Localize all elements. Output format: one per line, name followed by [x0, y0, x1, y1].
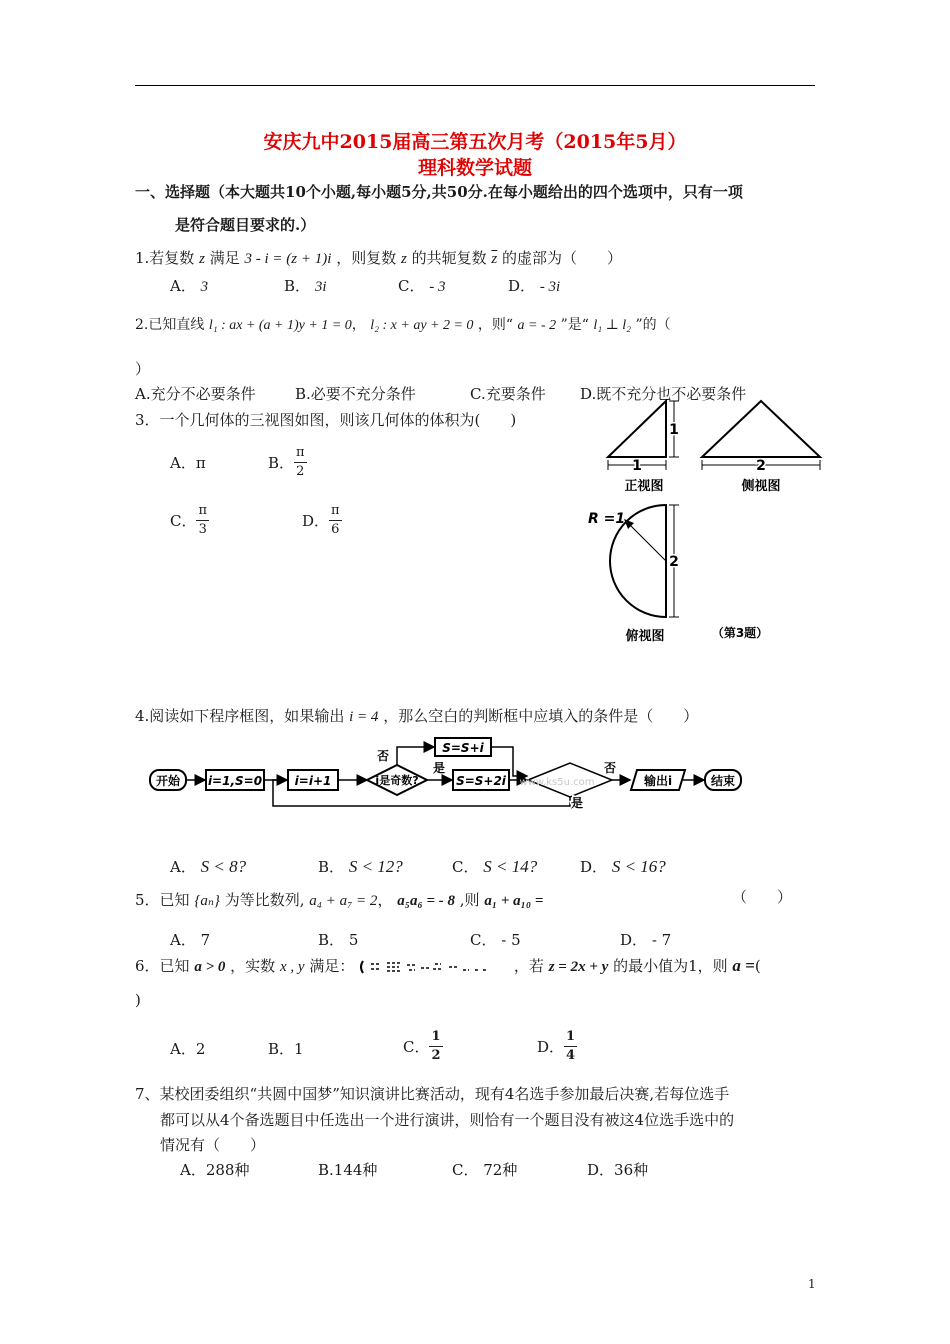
no-label: 否	[376, 749, 390, 763]
option-value: S < 14?	[483, 857, 538, 876]
section-heading-cont: 是符合题目要求的.）	[175, 216, 316, 234]
garbled-constraints-graphic	[359, 960, 509, 974]
q2-text-a: 2.已知直线	[135, 317, 205, 333]
q2-option-a[interactable]	[135, 383, 256, 404]
option-label: B.	[295, 385, 311, 403]
q2-close-paren: ）	[135, 360, 151, 378]
init-label: i=1,S=0	[207, 774, 263, 788]
option-label: B．	[268, 1040, 295, 1058]
q2-perp: l₁ ⊥ l₂	[593, 318, 632, 333]
option-label: A．	[170, 1040, 196, 1058]
denominator: 2	[296, 464, 305, 479]
q6-text-d: ，若	[513, 957, 544, 975]
q5-eq1: a₄ + a₇ = 2	[309, 893, 378, 909]
q6-text-c: 满足：	[309, 957, 355, 975]
question-7-line1: 7、某校团委组织“共圆中国梦”知识演讲比赛活动，现有4名选手参加最后决赛,若每位选手	[135, 1085, 730, 1103]
option-value: 必要不充分条件	[310, 385, 416, 403]
option-value: 1	[294, 1040, 304, 1058]
option-label: B.	[318, 1161, 334, 1179]
question-7-line2: 都可以从4个备选题目中任选出一个进行演讲，则恰有一个题目没有被这4位选手选中的	[160, 1111, 735, 1129]
q3-option-d[interactable]	[302, 502, 342, 539]
page-number: 1	[808, 1277, 816, 1291]
end-label: 结束	[710, 774, 736, 788]
watermark-text: www.ks5u.com	[519, 777, 595, 788]
option-value: - 3i	[539, 279, 561, 295]
option-value: 5	[348, 931, 359, 949]
q4-text-b: ，那么空白的判断框中应填入的条件是（ ）	[383, 707, 699, 725]
denominator: 2	[431, 1048, 441, 1063]
denominator: 6	[331, 522, 340, 537]
option-value: - 5	[501, 931, 521, 949]
option-label: B．	[284, 277, 311, 295]
q5-eq2: a₅a₆ = - 8	[397, 893, 455, 909]
q5-option-c[interactable]	[470, 929, 521, 950]
option-value: π	[195, 454, 206, 472]
q2-sep: ，	[351, 317, 366, 333]
q1-equation: 3 - i = (z + 1)i	[244, 251, 332, 267]
q1-option-a[interactable]	[170, 275, 208, 296]
numerator: π	[294, 444, 307, 463]
option-label: D．	[508, 277, 536, 295]
option-value: 144种	[333, 1161, 378, 1179]
even-update-label: S=S+2i	[456, 774, 506, 788]
option-label: A．	[170, 454, 196, 472]
option-fraction	[429, 1028, 442, 1065]
q4-option-b[interactable]	[318, 856, 403, 877]
option-value: - 3	[429, 279, 446, 295]
front-width-label: 1	[632, 458, 642, 474]
q1-text-c: ，则复数	[336, 249, 397, 267]
option-label: D．	[620, 931, 648, 949]
q2-option-b[interactable]	[295, 383, 416, 404]
option-fraction	[329, 502, 342, 539]
side-view-triangle	[702, 401, 820, 457]
option-label: C．	[452, 858, 479, 876]
q2-condition: a = - 2	[517, 318, 557, 333]
option-label: B．	[268, 454, 295, 472]
flow-arrow	[397, 747, 434, 765]
q6-text-b: ，实数	[230, 957, 276, 975]
q1-option-b[interactable]	[284, 275, 326, 296]
q1-text-e: 的虚部为（ ）	[502, 249, 623, 267]
option-label: C．	[170, 512, 197, 530]
increment-label: i=i+1	[294, 774, 332, 788]
q4-option-c[interactable]	[452, 856, 537, 877]
front-view-triangle	[608, 401, 666, 457]
numerator: 1	[564, 1028, 577, 1047]
option-fraction	[294, 444, 307, 481]
no-label-2: 否	[603, 761, 617, 775]
q1-option-c[interactable]	[398, 275, 446, 296]
question-4	[135, 705, 698, 726]
numerator: 1	[429, 1028, 442, 1047]
option-value: 充分不必要条件	[150, 385, 256, 403]
q7-option-d[interactable]	[587, 1159, 648, 1180]
q6-objective: z = 2x + y	[548, 959, 609, 975]
q2-line2: l₂ : x + ay + 2 = 0	[370, 318, 474, 333]
option-label: A．	[170, 858, 196, 876]
option-label: A．	[180, 1161, 206, 1179]
q5-sep: ，	[377, 891, 393, 909]
q1-zbar: $\overline{z}$	[491, 251, 498, 267]
q6-close-paren: )	[135, 991, 141, 1009]
q6-text-a: 6．已知	[135, 957, 190, 975]
option-value: - 7	[651, 931, 672, 949]
q1-text-a: 1.若复数	[135, 249, 195, 267]
q4-option-a[interactable]	[170, 856, 246, 877]
figure-caption: （第3题）	[711, 626, 769, 640]
q6-cond: a > 0	[194, 959, 226, 975]
question-7-line3: 情况有（ ）	[160, 1136, 266, 1154]
side-view-caption: 侧视图	[741, 479, 781, 494]
q2-option-c[interactable]	[470, 383, 546, 404]
option-value: 充要条件	[485, 385, 546, 403]
option-value: S < 8?	[200, 857, 247, 876]
option-label: C．	[398, 277, 425, 295]
q1-text-b: 满足	[209, 249, 240, 267]
program-flowchart	[145, 735, 745, 810]
numerator: π	[329, 502, 342, 521]
q4-text-a: 4.阅读如下程序框图，如果输出	[135, 707, 345, 725]
q5-sequence: {aₙ}	[194, 893, 220, 909]
option-fraction	[196, 502, 209, 539]
q5-text-b: 为等比数列,	[224, 891, 305, 909]
option-value: 2	[195, 1040, 206, 1058]
option-label: B．	[318, 931, 345, 949]
q2-text-b: ，则“	[477, 317, 514, 333]
q2-text-d: ”的（	[635, 317, 671, 333]
q1-text-d: 的共轭复数	[411, 249, 487, 267]
q5-option-b[interactable]	[318, 929, 358, 950]
question-3: 3．一个几何体的三视图如图，则该几何体的体积为( )	[135, 411, 517, 429]
option-value: 3	[200, 279, 209, 295]
denominator: 3	[198, 522, 207, 537]
q5-text-a: 5．已知	[135, 891, 190, 909]
q6-option-b[interactable]	[268, 1038, 304, 1059]
q5-option-a[interactable]	[170, 929, 210, 950]
question-5	[135, 889, 543, 910]
numerator: π	[196, 502, 209, 521]
question-1	[135, 247, 622, 268]
exam-title: 安庆九中2015届高三第五次月考（2015年5月）	[263, 131, 687, 153]
q6-constraints-image	[359, 960, 509, 974]
q3-option-c[interactable]	[170, 502, 209, 539]
side-width-label: 2	[756, 458, 766, 474]
option-value: 288种	[205, 1161, 250, 1179]
q7-option-b[interactable]	[318, 1159, 377, 1180]
option-label: D．	[302, 512, 330, 530]
option-label: D．	[587, 1161, 615, 1179]
q7-option-c[interactable]	[452, 1159, 517, 1180]
q5-ask: a₁ + a₁₀ =	[484, 893, 544, 909]
q6-vars: x , y	[279, 959, 305, 975]
option-value: 7	[200, 931, 211, 949]
q1-z: z	[199, 251, 205, 267]
option-label: A．	[170, 931, 196, 949]
output-label: 输出i	[643, 774, 673, 788]
option-label: C．	[470, 931, 497, 949]
start-label: 开始	[155, 774, 181, 788]
option-label: A．	[170, 277, 196, 295]
header-rule	[135, 85, 815, 86]
q4-output: i = 4	[349, 709, 379, 725]
q4-option-d[interactable]	[580, 856, 666, 877]
top-height-label: 2	[669, 554, 679, 570]
q5-answer-paren: （ ）	[732, 888, 793, 906]
section-heading: 一、选择题（本大题共10个小题,每小题5分,共50分.在每小题给出的四个选项中，只有一项	[135, 183, 743, 201]
option-value: S < 16?	[611, 857, 666, 876]
option-label: D.	[580, 385, 597, 403]
option-label: C.	[470, 385, 486, 403]
radius-label: R =1	[588, 511, 626, 527]
q6-option-d[interactable]	[537, 1028, 577, 1065]
odd-update-label: S=S+i	[442, 741, 484, 755]
three-view-figure	[580, 395, 830, 650]
option-value: 72种	[483, 1161, 518, 1179]
question-6	[135, 955, 761, 976]
option-label: C．	[452, 1161, 479, 1179]
yes-label-2: 是	[570, 796, 584, 810]
exam-subtitle: 理科数学试题	[417, 157, 532, 179]
q6-option-a[interactable]	[170, 1038, 205, 1059]
q5-text-c: ,则	[459, 891, 480, 909]
question-2	[135, 314, 671, 334]
q1-option-d[interactable]	[508, 275, 560, 296]
q6-option-c[interactable]	[403, 1028, 443, 1065]
option-label: D．	[537, 1038, 565, 1056]
option-label: B．	[318, 858, 345, 876]
q3-option-b[interactable]	[268, 444, 307, 481]
front-view-caption: 正视图	[624, 479, 664, 494]
radius-line	[628, 523, 666, 561]
option-value: 既不充分也不必要条件	[596, 385, 747, 403]
q7-option-a[interactable]	[180, 1159, 249, 1180]
option-fraction	[564, 1028, 577, 1065]
q3-option-a[interactable]	[170, 452, 206, 473]
option-label: A.	[135, 385, 151, 403]
q2-text-c: ”是“	[560, 317, 589, 333]
option-value: S < 12?	[348, 857, 403, 876]
top-view-caption: 俯视图	[625, 629, 665, 644]
denominator: 4	[566, 1048, 576, 1063]
q6-ask: a =	[732, 956, 755, 975]
q6-text-e: 的最小值为1，则	[613, 957, 728, 975]
yes-label: 是	[432, 761, 446, 775]
odd-decision-label: i是奇数?	[375, 774, 419, 787]
q6-open-paren: (	[754, 957, 761, 975]
q2-line1: l₁ : ax + (a + 1)y + 1 = 0	[208, 318, 352, 333]
q5-option-d[interactable]	[620, 929, 671, 950]
option-value: 36种	[614, 1161, 649, 1179]
q1-z2: z	[401, 251, 407, 267]
front-height-label: 1	[669, 422, 679, 438]
option-value: 3i	[314, 279, 327, 295]
option-label: D．	[580, 858, 608, 876]
option-label: C．	[403, 1038, 430, 1056]
